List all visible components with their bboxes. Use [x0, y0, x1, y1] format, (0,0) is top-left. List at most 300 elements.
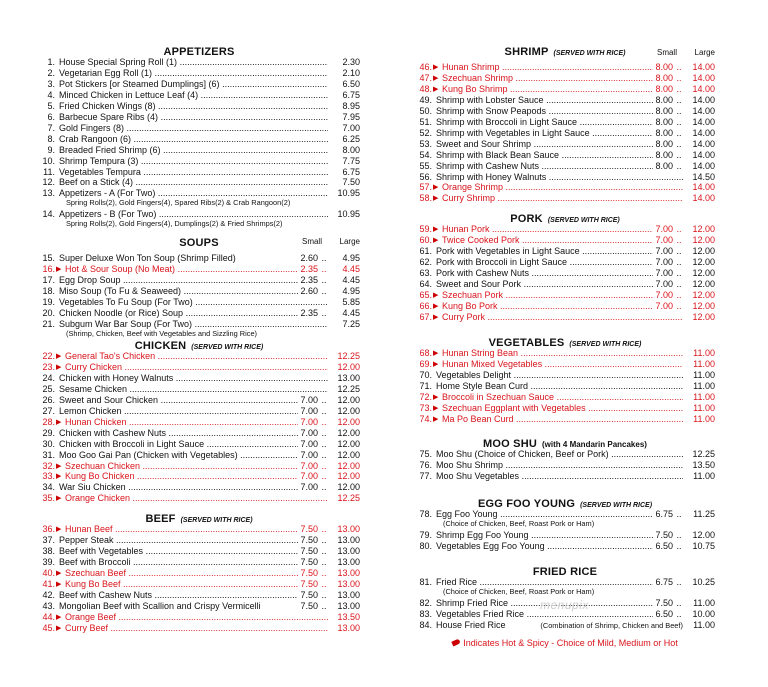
- item-prices: [653, 246, 715, 257]
- item-number: 21.: [42, 318, 55, 329]
- large-price: 14.00: [692, 72, 715, 83]
- item-name: Minced Chicken in Lettuce Leaf (4) .....: [59, 90, 360, 101]
- menu-item: [415, 392, 715, 403]
- item-name: Chicken with Honey Walnuts .....: [59, 373, 360, 384]
- item-name: Vegetables To Fu Soup (For Two) .....: [59, 297, 360, 308]
- menu-item: [38, 90, 360, 101]
- price-separator: ..: [676, 289, 682, 300]
- item-name: Hunan Shrimp .....: [442, 62, 715, 73]
- item-prices: [653, 161, 715, 172]
- item-number: 32.: [42, 460, 55, 471]
- price-separator: ..: [321, 567, 327, 578]
- small-price: 7.50: [300, 567, 318, 578]
- menu-item: [38, 384, 360, 395]
- item-prices: [328, 493, 360, 504]
- chili-pepper-icon: ▶: [56, 265, 62, 273]
- section-title: FRIED RICE: [532, 566, 598, 578]
- chili-pepper-icon: ▶: [433, 236, 439, 244]
- small-price: 6.50: [655, 608, 673, 619]
- item-name: Szechuan Eggplant with Vegetables .....: [442, 403, 715, 414]
- item-prices: [328, 156, 360, 167]
- large-price: 4.45: [342, 307, 360, 318]
- item-prices: [683, 392, 715, 403]
- item-number: 26.: [42, 394, 55, 405]
- item-name: Kung Bo Chicken .....: [65, 471, 360, 482]
- item-name: Broccoli in Szechuan Sauce .....: [442, 392, 715, 403]
- menu-item: [38, 167, 360, 178]
- price-separator: ..: [321, 449, 327, 460]
- item-name: Hunan Chicken .....: [65, 417, 360, 428]
- item-name: Breaded Fried Shrimp (6) .....: [59, 145, 360, 156]
- item-prices: [298, 253, 360, 264]
- item-number: 74.: [419, 413, 432, 424]
- item-prices: [653, 73, 715, 84]
- small-price: 7.50: [300, 589, 318, 600]
- price-separator: ..: [321, 285, 327, 296]
- item-prices: [298, 395, 360, 406]
- large-price: 14.00: [692, 127, 715, 138]
- item-name: Vegetarian Egg Roll (1) .....: [59, 68, 360, 79]
- menu-item: [415, 257, 715, 268]
- price-separator: ..: [676, 83, 682, 94]
- item-name: Shrimp with Lobster Sauce .....: [436, 95, 715, 106]
- small-price: 7.50: [300, 545, 318, 556]
- large-price: 4.45: [342, 274, 360, 285]
- large-price: 7.25: [342, 318, 360, 329]
- item-name: Vegetables Delight .....: [436, 370, 715, 381]
- item-name: General Tao's Chicken .....: [65, 351, 360, 362]
- price-separator: ..: [676, 116, 682, 127]
- item-description: (Shrimp, Chicken, Beef with Vegetables and Sizzling Rice): [66, 328, 258, 338]
- item-prices: [298, 406, 360, 417]
- large-price: 12.00: [337, 471, 360, 482]
- price-separator: ..: [676, 245, 682, 256]
- item-name: Twice Cooked Pork .....: [442, 235, 715, 246]
- large-price: 13.00: [337, 524, 360, 534]
- item-name: Barbecue Spare Ribs (4) .....: [59, 112, 360, 123]
- large-price: 2.30: [342, 57, 360, 67]
- item-prices: [328, 612, 360, 623]
- small-price: 8.00: [655, 83, 673, 94]
- price-separator: ..: [676, 577, 682, 587]
- item-name: Mongolian Beef with Scallion and Crispy Vermicelli: [59, 600, 261, 611]
- menu-item: [38, 568, 360, 579]
- item-name: Vegetables Egg Foo Young .....: [436, 541, 715, 552]
- menu-item: [38, 134, 360, 145]
- item-number: 6.: [47, 111, 55, 122]
- item-number: 24.: [42, 372, 55, 383]
- menu-item: [38, 546, 360, 557]
- item-number: 45.: [42, 622, 55, 633]
- chili-pepper-icon: ▶: [433, 226, 439, 233]
- menu-item: [38, 373, 360, 384]
- watermark: menupix: [540, 598, 589, 612]
- section-title: CHICKEN: [134, 340, 187, 352]
- item-number: 27.: [42, 405, 55, 416]
- item-number: 76.: [419, 459, 432, 470]
- menu-item: [415, 620, 715, 631]
- menu-item: [415, 312, 715, 323]
- item-number: 69.: [419, 358, 432, 369]
- item-name: Sweet and Sour Shrimp .....: [436, 139, 715, 150]
- menu-item: [415, 348, 715, 359]
- item-description: Spring Rolls(2), Gold Fingers(4), Spared Ribs(2) & Crab Rangoon(2): [66, 198, 291, 208]
- price-separator: ..: [321, 589, 327, 600]
- price-separator: ..: [676, 597, 682, 608]
- item-prices: [653, 224, 715, 235]
- item-name: Shrimp with Honey Walnuts .....: [436, 172, 715, 183]
- item-prices: [328, 68, 360, 79]
- item-number: 28.: [42, 416, 55, 427]
- item-name: Curry Beef .....: [65, 623, 360, 634]
- item-description: (Choice of Chicken, Beef, Roast Pork or Ham): [443, 518, 595, 528]
- menu-item: [38, 590, 360, 601]
- item-number: 17.: [42, 274, 55, 285]
- menu-item: [415, 370, 715, 381]
- item-prices: [328, 123, 360, 134]
- chili-pepper-icon: ▶: [56, 363, 62, 371]
- price-separator: ..: [676, 105, 682, 116]
- large-price: 14.00: [692, 160, 715, 171]
- item-name: Shrimp Fried Rice .....: [436, 598, 715, 609]
- large-price: 14.00: [692, 182, 715, 193]
- menu-item: [415, 139, 715, 150]
- item-number: 35.: [42, 493, 55, 504]
- section-note: (with 4 Mandarin Pancakes): [542, 440, 647, 449]
- item-number: 62.: [419, 256, 432, 267]
- price-separator: ..: [321, 534, 327, 545]
- chili-pepper-icon: ▶: [56, 580, 62, 588]
- large-price: 11.00: [693, 369, 715, 380]
- menu-item: [38, 428, 360, 439]
- chili-pepper-icon: ▶: [433, 195, 439, 203]
- small-price: 8.00: [655, 116, 673, 127]
- large-price: 10.75: [692, 540, 715, 551]
- section-title: VEGETABLES: [488, 337, 565, 349]
- large-price: 4.45: [342, 263, 360, 274]
- menu-item: [415, 128, 715, 139]
- item-name: House Fried Rice: [436, 619, 506, 630]
- item-prices: [328, 373, 360, 384]
- item-number: 10.: [42, 155, 55, 166]
- item-name: Shrimp with Vegetables in Light Sauce .....: [436, 128, 715, 139]
- item-name: Shrimp with Cashew Nuts .....: [436, 161, 715, 172]
- large-price: 12.00: [692, 278, 715, 289]
- menu-item: [38, 623, 360, 634]
- item-number: 59.: [419, 224, 432, 234]
- item-number: 38.: [42, 545, 55, 556]
- price-separator: ..: [321, 556, 327, 567]
- small-price: 7.00: [655, 300, 673, 311]
- item-prices: [683, 460, 715, 471]
- item-name: Fried Rice .....: [436, 577, 715, 588]
- large-price: 12.00: [337, 394, 360, 405]
- section-note: (SERVED WITH RICE): [191, 344, 264, 351]
- item-name: Vegetables Tempura .....: [59, 167, 360, 178]
- item-number: 65.: [419, 289, 432, 300]
- item-prices: [683, 370, 715, 381]
- item-name: Moo Goo Gai Pan (Chicken with Vegetables) .....: [59, 450, 360, 461]
- item-name: Hunan Mixed Vegetables .....: [442, 359, 715, 370]
- section-header: [415, 562, 715, 576]
- item-name: Moo Shu (Choice of Chicken, Beef or Pork) .....: [436, 449, 715, 460]
- large-price: 12.00: [337, 438, 360, 449]
- item-prices: [328, 177, 360, 188]
- large-price: 13.00: [337, 372, 360, 383]
- item-prices: [683, 381, 715, 392]
- large-price: 12.25: [337, 383, 360, 394]
- item-number: 9.: [47, 144, 55, 155]
- item-number: 13.: [42, 188, 55, 199]
- large-price: 10.25: [692, 577, 715, 587]
- item-number: 1.: [47, 57, 55, 67]
- menu-item: [38, 482, 360, 493]
- large-price: 4.95: [342, 253, 360, 263]
- large-price: 14.50: [692, 171, 715, 182]
- item-prices: [653, 268, 715, 279]
- item-prices: [653, 598, 715, 609]
- small-price: 7.00: [300, 471, 318, 482]
- section-title: APPETIZERS: [163, 46, 235, 58]
- small-price: 7.50: [300, 600, 318, 611]
- chili-pepper-icon: ▶: [433, 313, 439, 321]
- section-header: [38, 42, 360, 56]
- small-price: 7.00: [300, 416, 318, 427]
- legend-text: Indicates Hot & Spicy - Choice of Mild, Medium or Hot: [463, 638, 678, 648]
- item-name: Shrimp with Broccoli in Light Sauce .....: [436, 117, 715, 128]
- chili-pepper-icon: ▶: [56, 526, 62, 533]
- item-number: 2.: [47, 67, 55, 78]
- price-separator: ..: [676, 224, 682, 234]
- item-prices: [683, 471, 715, 482]
- item-number: 52.: [419, 127, 432, 138]
- item-name: Beef with Vegetables .....: [59, 546, 360, 557]
- menu-item: [38, 450, 360, 461]
- item-prices: [298, 590, 360, 601]
- item-name: Appetizers - A (For Two) .....: [59, 188, 360, 199]
- price-separator: ..: [676, 267, 682, 278]
- small-price: 7.50: [300, 534, 318, 545]
- menu-item: [415, 279, 715, 290]
- item-number: 79.: [419, 529, 432, 540]
- item-name: Sweet and Sour Pork .....: [436, 279, 715, 290]
- item-number: 48.: [419, 83, 432, 94]
- small-price: 7.00: [655, 256, 673, 267]
- price-separator: ..: [676, 278, 682, 289]
- menu-item: [38, 57, 360, 68]
- chili-pepper-icon: ▶: [56, 613, 62, 621]
- large-price: 11.00: [693, 619, 715, 630]
- menu-item: [415, 235, 715, 246]
- large-price: 14.00: [692, 116, 715, 127]
- item-name: Home Style Bean Curd .....: [436, 381, 715, 392]
- large-price: 5.85: [342, 296, 360, 307]
- small-price: 7.00: [655, 245, 673, 256]
- item-prices: [298, 264, 360, 275]
- small-price: 8.00: [655, 105, 673, 116]
- large-price: 13.00: [337, 556, 360, 567]
- menu-item: [38, 264, 360, 275]
- small-price: 6.50: [655, 540, 673, 551]
- chili-pepper-icon: ▶: [433, 85, 439, 93]
- small-price: 7.00: [655, 267, 673, 278]
- price-separator: ..: [676, 160, 682, 171]
- price-separator: ..: [676, 234, 682, 245]
- price-separator: ..: [676, 300, 682, 311]
- small-price: 7.00: [655, 289, 673, 300]
- item-number: 70.: [419, 369, 432, 380]
- menu-item: [415, 224, 715, 235]
- chili-pepper-icon: ▶: [56, 353, 62, 360]
- item-number: 12.: [42, 177, 55, 188]
- large-price: 12.00: [337, 460, 360, 471]
- chili-pepper-icon: ▶: [433, 184, 439, 192]
- item-name: Curry Pork .....: [442, 312, 715, 323]
- menu-item: [38, 579, 360, 590]
- section-header: [415, 434, 715, 448]
- section-header: [38, 336, 360, 350]
- item-prices: [298, 579, 360, 590]
- item-name: Chicken with Broccoli in Light Sauce .....: [59, 439, 360, 450]
- item-number: 19.: [42, 296, 55, 307]
- menu-item: [415, 182, 715, 193]
- large-price: 12.00: [337, 416, 360, 427]
- menu-item: [38, 524, 360, 535]
- chili-pepper-icon: ▶: [56, 569, 62, 577]
- item-number: 53.: [419, 138, 432, 149]
- small-price: 8.00: [655, 160, 673, 171]
- large-price: 6.75: [342, 89, 360, 100]
- item-prices: [298, 450, 360, 461]
- chili-pepper-icon: ▶: [433, 350, 439, 357]
- item-number: 81.: [419, 577, 432, 587]
- item-prices: [328, 362, 360, 373]
- item-number: 8.: [47, 133, 55, 144]
- item-number: 75.: [419, 449, 432, 459]
- item-prices: [653, 257, 715, 268]
- item-number: 23.: [42, 361, 55, 372]
- large-price: 11.00: [693, 597, 715, 608]
- item-prices: [328, 145, 360, 156]
- item-number: 5.: [47, 100, 55, 111]
- item-number: 29.: [42, 427, 55, 438]
- large-price: 10.95: [337, 209, 360, 220]
- price-separator: ..: [676, 127, 682, 138]
- large-price: 6.25: [342, 133, 360, 144]
- menu-item: [38, 112, 360, 123]
- large-column-label: Large: [694, 48, 715, 57]
- small-price: 8.00: [655, 127, 673, 138]
- menu-item: [415, 193, 715, 204]
- item-prices: [328, 384, 360, 395]
- menu-item: [415, 161, 715, 172]
- item-prices: [653, 62, 715, 73]
- chili-pepper-icon: ▶: [56, 495, 62, 503]
- item-name: Kung Bo Pork .....: [442, 301, 715, 312]
- small-price: 7.50: [655, 597, 673, 608]
- item-prices: [683, 414, 715, 425]
- menu-item: [415, 403, 715, 414]
- item-prices: [328, 351, 360, 362]
- item-number: 55.: [419, 160, 432, 171]
- item-number: 20.: [42, 307, 55, 318]
- large-price: 14.00: [692, 149, 715, 160]
- small-column-label: Small: [656, 48, 677, 57]
- large-price: 14.00: [692, 193, 715, 204]
- section-title: SHRIMP: [504, 46, 549, 58]
- menu-item: [38, 286, 360, 297]
- item-prices: [683, 348, 715, 359]
- item-number: 46.: [419, 62, 432, 72]
- item-number: 73.: [419, 402, 432, 413]
- item-number: 44.: [42, 611, 55, 622]
- large-price: 13.00: [337, 600, 360, 611]
- menu-item: [38, 395, 360, 406]
- item-name: Shrimp Egg Foo Young .....: [436, 530, 715, 541]
- small-price: 7.00: [300, 405, 318, 416]
- item-name: Gold Fingers (8) .....: [59, 123, 360, 134]
- price-separator: ..: [321, 405, 327, 416]
- section-title: BEEF: [145, 513, 176, 525]
- price-separator: ..: [676, 608, 682, 619]
- small-price: 6.75: [655, 577, 673, 587]
- item-number: 66.: [419, 300, 432, 311]
- item-name: Curry Shrimp .....: [442, 193, 715, 204]
- section-title: PORK: [510, 213, 543, 225]
- small-price: 2.35: [300, 307, 318, 318]
- item-number: 11.: [43, 166, 55, 177]
- item-name: Shrimp with Black Bean Sauce .....: [436, 150, 715, 161]
- large-price: 12.25: [337, 493, 360, 504]
- menu-item: [415, 460, 715, 471]
- section-title: MOO SHU: [483, 438, 538, 450]
- item-number: 54.: [419, 149, 432, 160]
- small-price: 7.00: [655, 278, 673, 289]
- menu-item: [38, 123, 360, 134]
- item-prices: [298, 286, 360, 297]
- large-price: 14.00: [692, 83, 715, 94]
- item-prices: [298, 471, 360, 482]
- chili-pepper-icon: ▶: [433, 74, 439, 82]
- item-number: 42.: [42, 589, 55, 600]
- chili-pepper-icon: ▶: [433, 64, 439, 71]
- large-price: 7.50: [342, 177, 360, 188]
- large-price: 6.50: [342, 78, 360, 89]
- large-price: 12.00: [692, 245, 715, 256]
- item-number: 63.: [419, 267, 432, 278]
- item-number: 16.: [42, 263, 55, 274]
- item-number: 60.: [419, 234, 432, 245]
- item-prices: [328, 79, 360, 90]
- item-prices: [328, 90, 360, 101]
- item-description: Spring Rolls(2), Gold Fingers(4), Dumplings(2) & Fried Shrimps(2): [66, 219, 283, 229]
- menu-item: [415, 150, 715, 161]
- large-price: 14.00: [692, 62, 715, 72]
- small-column-label: Small: [301, 237, 322, 246]
- large-price: 6.75: [342, 166, 360, 177]
- item-name: Fried Chicken Wings (8) .....: [59, 101, 360, 112]
- small-price: 7.50: [300, 578, 318, 589]
- menu-item: [415, 449, 715, 460]
- item-number: 41.: [42, 578, 55, 589]
- item-prices: [653, 301, 715, 312]
- item-prices: [328, 57, 360, 68]
- item-number: 36.: [42, 524, 55, 534]
- small-price: 7.00: [655, 224, 673, 234]
- chili-pepper-icon: ▶: [433, 404, 439, 412]
- chili-pepper-icon: ▶: [433, 393, 439, 401]
- price-separator: ..: [321, 545, 327, 556]
